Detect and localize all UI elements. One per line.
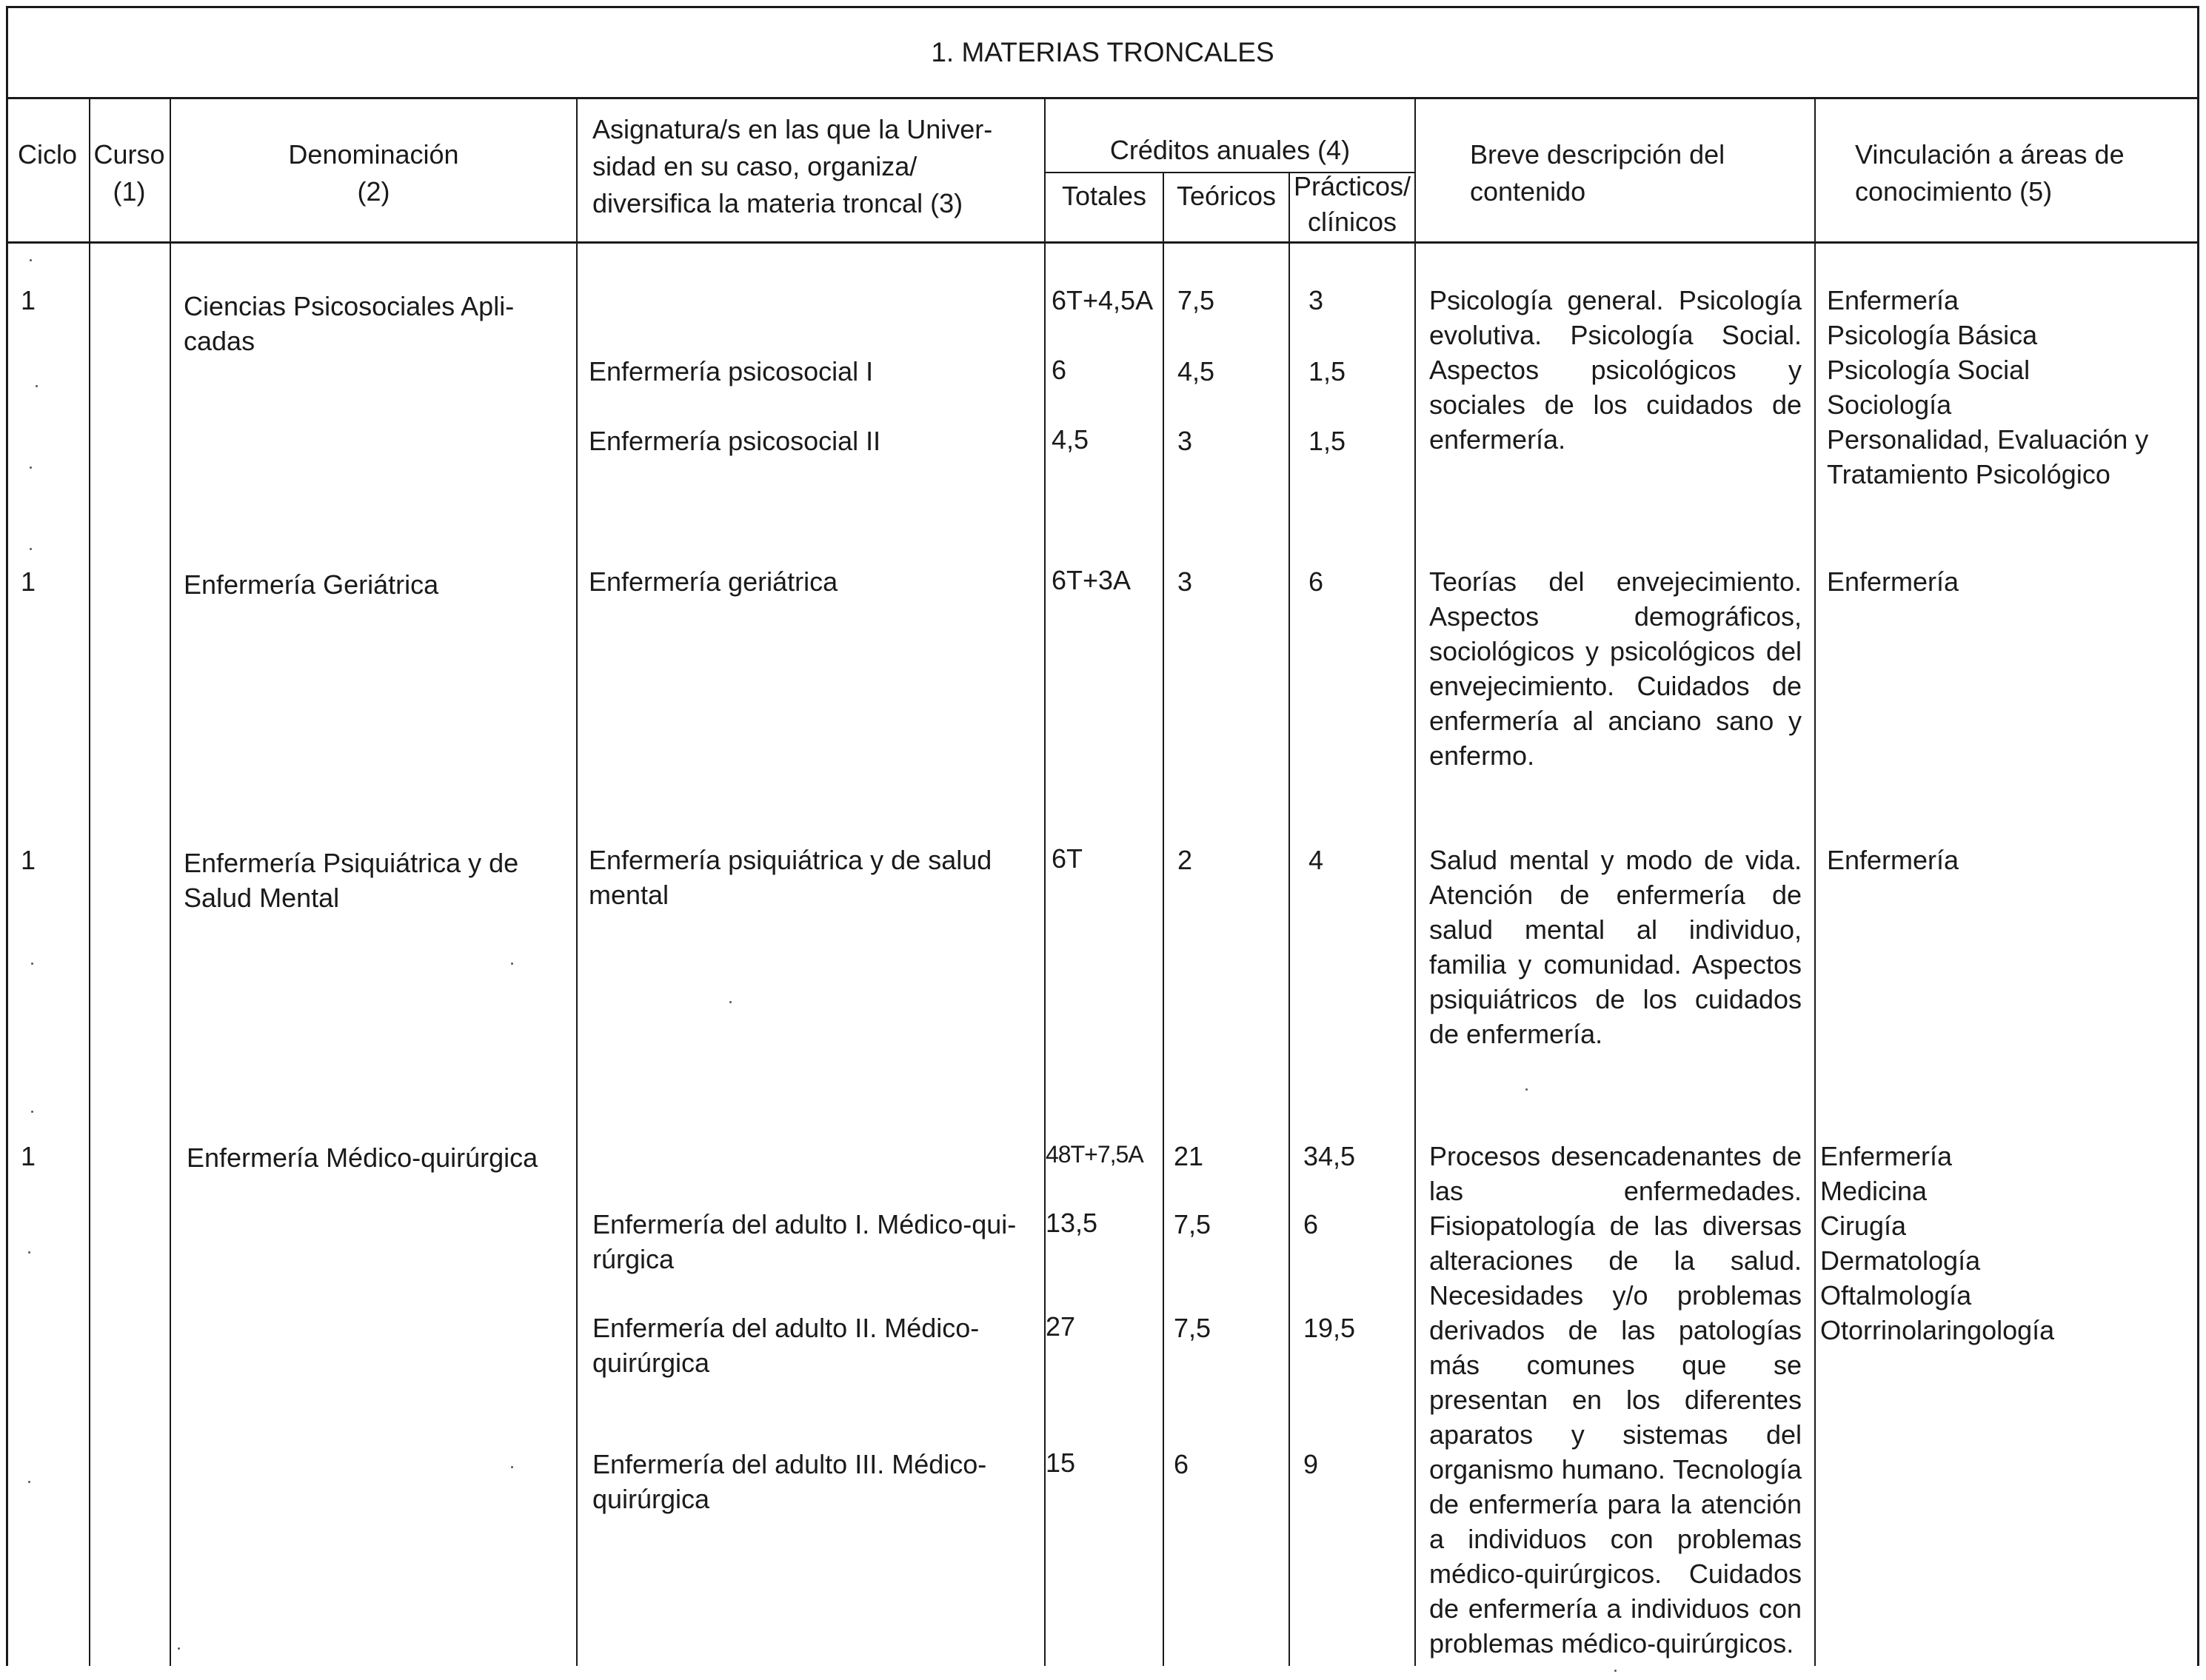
materia-areas: Enfermería — [1827, 566, 1959, 597]
scan-speck — [28, 1251, 30, 1254]
scan-speck — [30, 548, 32, 550]
scan-speck — [30, 259, 32, 261]
asignatura-nombre: Enfermería geriátrica — [589, 566, 838, 597]
materia-descripcion: Psicología general. Psicología evolutiva. Psicología Social. Aspectos psicológicos y sociales de los cuidados de enfermería. — [1429, 285, 1810, 455]
asignatura-teoricos: 7,5 — [1174, 1209, 1211, 1239]
asignatura-nombre: Enfermería psicosocial I — [589, 356, 874, 386]
scan-speck — [178, 1647, 180, 1650]
header-denominacion: Denominación (2) — [288, 139, 459, 207]
asignatura-nombre: Enfermería del adulto II. Médico- quirúrgica — [592, 1313, 980, 1378]
header-practicos: Prácticos/ clínicos — [1293, 171, 1411, 237]
scan-speck — [1525, 1088, 1528, 1091]
materia-descripcion: Teorías del envejecimiento. Aspectos demográficos, sociológicos y psicológicos del envejecimiento. Cuidados de enfermería al anciano sano y enfermo. — [1429, 566, 1810, 771]
materia-teoricos: 21 — [1174, 1141, 1204, 1171]
materia-totales: 48T+7,5A — [1046, 1141, 1143, 1168]
materia-denominacion: Enfermería Psiquiátrica y de Salud Mental — [184, 848, 519, 913]
asignatura-teoricos: 6 — [1174, 1449, 1189, 1479]
materia-teoricos: 2 — [1177, 845, 1193, 875]
header-descripcion: Breve descripción del contenido — [1470, 139, 1725, 207]
asignatura-totales: 4,5 — [1052, 424, 1089, 455]
section-title: 1. MATERIAS TRONCALES — [931, 37, 1274, 67]
table-border-left — [6, 6, 8, 1666]
scan-speck — [28, 1481, 30, 1483]
table-border-right — [2197, 6, 2199, 1666]
materia-denominacion: Enfermería Geriátrica — [184, 569, 439, 600]
col-line-practicos — [1288, 172, 1290, 1666]
asignatura-totales: 27 — [1046, 1311, 1076, 1342]
asignatura-practicos: 1,5 — [1308, 356, 1346, 386]
materia-totales: 6T+3A — [1052, 565, 1132, 595]
asignatura-teoricos: 7,5 — [1174, 1313, 1211, 1343]
header-curso: Curso (1) — [93, 139, 165, 207]
scan-speck — [511, 963, 513, 965]
header-vinculacion: Vinculación a áreas de conocimiento (5) — [1855, 139, 2125, 207]
materia-denominacion: Enfermería Médico-quirúrgica — [187, 1142, 538, 1173]
asignatura-nombre: Enfermería del adulto I. Médico-qui- rúrgica — [592, 1209, 1017, 1274]
asignatura-nombre: Enfermería del adulto III. Médico- quirúrgica — [592, 1449, 987, 1514]
materia-ciclo: 1 — [21, 845, 36, 875]
materia-ciclo: 1 — [21, 1141, 36, 1171]
materia-descripcion: Procesos desencadenantes de las enfermedades. Fisiopatología de las diversas alteraciones de la salud. Necesidades y/o problemas derivados de las patologías más comunes que se presentan en los diferentes aparatos y sistemas del organismo humano. Tecnología de enfermería para la atención a individuos con problemas médico-quirúrgicos. Cuidados de enfermería a individuos con problemas médico-quirúrgicos. — [1429, 1141, 1810, 1659]
header-teoricos: Teóricos — [1176, 181, 1277, 211]
materia-ciclo: 1 — [21, 285, 36, 315]
col-line-totales — [1044, 99, 1046, 1666]
asignatura-practicos: 1,5 — [1308, 426, 1346, 456]
scan-speck — [1614, 1670, 1617, 1672]
materia-practicos: 34,5 — [1303, 1141, 1356, 1171]
scan-speck — [31, 1111, 33, 1113]
asignatura-teoricos: 3 — [1177, 426, 1193, 456]
table-border-top — [6, 6, 2199, 8]
scan-speck — [30, 466, 32, 469]
materia-practicos: 3 — [1308, 285, 1324, 315]
title-divider — [6, 97, 2199, 99]
materia-teoricos: 3 — [1177, 566, 1193, 597]
scan-speck — [729, 1001, 732, 1003]
asignatura-nombre: Enfermería psicosocial II — [589, 426, 881, 456]
col-line-asignaturas — [576, 99, 578, 1666]
scan-speck — [511, 1466, 513, 1468]
asignatura-nombre: Enfermería psiquiátrica y de salud mental — [589, 845, 992, 910]
asignatura-totales: 15 — [1046, 1448, 1076, 1478]
col-line-curso — [89, 99, 90, 1666]
asignatura-totales: 13,5 — [1046, 1208, 1098, 1238]
header-ciclo: Ciclo — [17, 139, 77, 170]
materia-totales: 6T — [1052, 843, 1083, 874]
materia-areas: Enfermería Psicología Básica Psicología Social Sociología Personalidad, Evaluación y Tratamiento Psicológico — [1827, 285, 2149, 489]
asignatura-practicos: 9 — [1303, 1449, 1319, 1479]
materia-practicos: 6 — [1308, 566, 1324, 597]
materia-ciclo: 1 — [21, 566, 36, 597]
asignatura-practicos: 19,5 — [1303, 1313, 1356, 1343]
header-creditos: Créditos anuales (4) — [1109, 135, 1351, 165]
asignatura-totales: 6 — [1052, 355, 1067, 385]
col-line-denominacion — [170, 99, 171, 1666]
asignatura-practicos: 6 — [1303, 1209, 1319, 1239]
materia-teoricos: 7,5 — [1177, 285, 1215, 315]
col-line-vinculacion — [1814, 99, 1816, 1666]
materia-areas: Enfermería — [1827, 845, 1959, 875]
col-line-descripcion — [1414, 99, 1416, 1666]
scan-speck — [31, 963, 33, 965]
scan-speck — [36, 385, 38, 387]
materia-descripcion: Salud mental y modo de vida. Atención de enfermería de salud mental al individuo, familia y comunidad. Aspectos psiquiátricos de los cuidados de enfermería. — [1429, 845, 1810, 1049]
header-totales: Totales — [1061, 181, 1147, 211]
header-asignaturas: Asignatura/s en las que la Univer- sidad en su caso, organiza/ diversifica la materia troncal (3) — [592, 114, 993, 218]
materia-practicos: 4 — [1308, 845, 1324, 875]
col-line-teoricos — [1163, 172, 1164, 1666]
header-divider — [6, 241, 2199, 244]
materia-denominacion: Ciencias Psicosociales Apli- cadas — [184, 291, 515, 356]
materia-areas: Enfermería Medicina Cirugía Dermatología Oftalmología Otorrinolaringología — [1820, 1141, 2055, 1345]
materia-totales: 6T+4,5A — [1052, 285, 1154, 315]
asignatura-teoricos: 4,5 — [1177, 356, 1215, 386]
